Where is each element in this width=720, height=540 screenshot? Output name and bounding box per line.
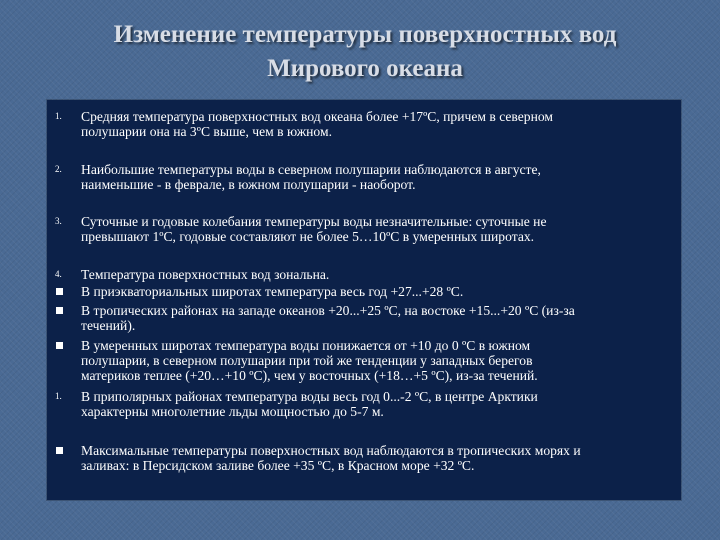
- slide-title-line-1: Изменение температуры поверхностных вод: [113, 21, 617, 48]
- text-line: В приполярных районах температура воды весь год 0...-2 ºС, в центре Арктики: [81, 389, 538, 404]
- slide-title: [40, 18, 690, 86]
- text-line: В приэкваториальных широтах температура весь год +27...+28 ºС.: [81, 284, 464, 299]
- text-line: В тропических районах на западе океанов +20...+25 ºС, на востоке +15...+20 ºС (из-за: [81, 303, 575, 318]
- list-item-text: [81, 214, 671, 244]
- text-line: превышают 1ºС, годовые составляют не более 5…10ºС в умеренных широтах.: [81, 229, 535, 244]
- content-panel: [47, 100, 681, 500]
- list-item-text: [81, 284, 671, 299]
- list-item-text: [81, 443, 671, 473]
- list-item-text: [81, 267, 671, 282]
- list-number: 1.: [55, 391, 62, 401]
- text-line: течений).: [81, 318, 136, 333]
- text-line: Средняя температура поверхностных вод океана более +17ºС, причем в северном: [81, 109, 554, 124]
- list-number: 3.: [55, 216, 62, 226]
- square-bullet-icon: [56, 447, 63, 454]
- text-line: полушарии, в северном полушарии при той же тенденции у западных берегов: [81, 353, 533, 368]
- text-line: В умеренных широтах температура воды понижается от +10 до 0 ºС в южном: [81, 338, 531, 353]
- list-item-text: [81, 338, 671, 383]
- list-item-text: [81, 162, 671, 192]
- text-line: наименьшие - в феврале, в южном полушарии - наоборот.: [81, 177, 416, 192]
- text-line: Температура поверхностных вод зональна.: [81, 267, 330, 282]
- text-line: материков теплее (+20…+10 ºС), чем у восточных (+18…+5 ºС), из-за течений.: [81, 368, 538, 383]
- square-bullet-icon: [56, 307, 63, 314]
- text-line: Наибольшие температуры воды в северном полушарии наблюдаются в августе,: [81, 162, 541, 177]
- list-number: 4.: [55, 269, 62, 279]
- text-line: заливах: в Персидском заливе более +35 ºС, в Красном море +32 ºС.: [81, 458, 475, 473]
- text-line: полушарии она на 3ºС выше, чем в южном.: [81, 124, 332, 139]
- list-number: 2.: [55, 164, 62, 174]
- list-item-text: [81, 109, 671, 139]
- slide-title-line-2: Мирового океана: [267, 55, 463, 82]
- list-item-text: [81, 389, 671, 419]
- square-bullet-icon: [56, 342, 63, 349]
- text-line: Максимальные температуры поверхностных вод наблюдаются в тропических морях и: [81, 443, 581, 458]
- text-line: характерны многолетние льды мощностью до 5-7 м.: [81, 404, 384, 419]
- list-item-text: [81, 303, 671, 333]
- list-number: 1.: [55, 111, 62, 121]
- square-bullet-icon: [56, 288, 63, 295]
- text-line: Суточные и годовые колебания температуры воды незначительные: суточные не: [81, 214, 547, 229]
